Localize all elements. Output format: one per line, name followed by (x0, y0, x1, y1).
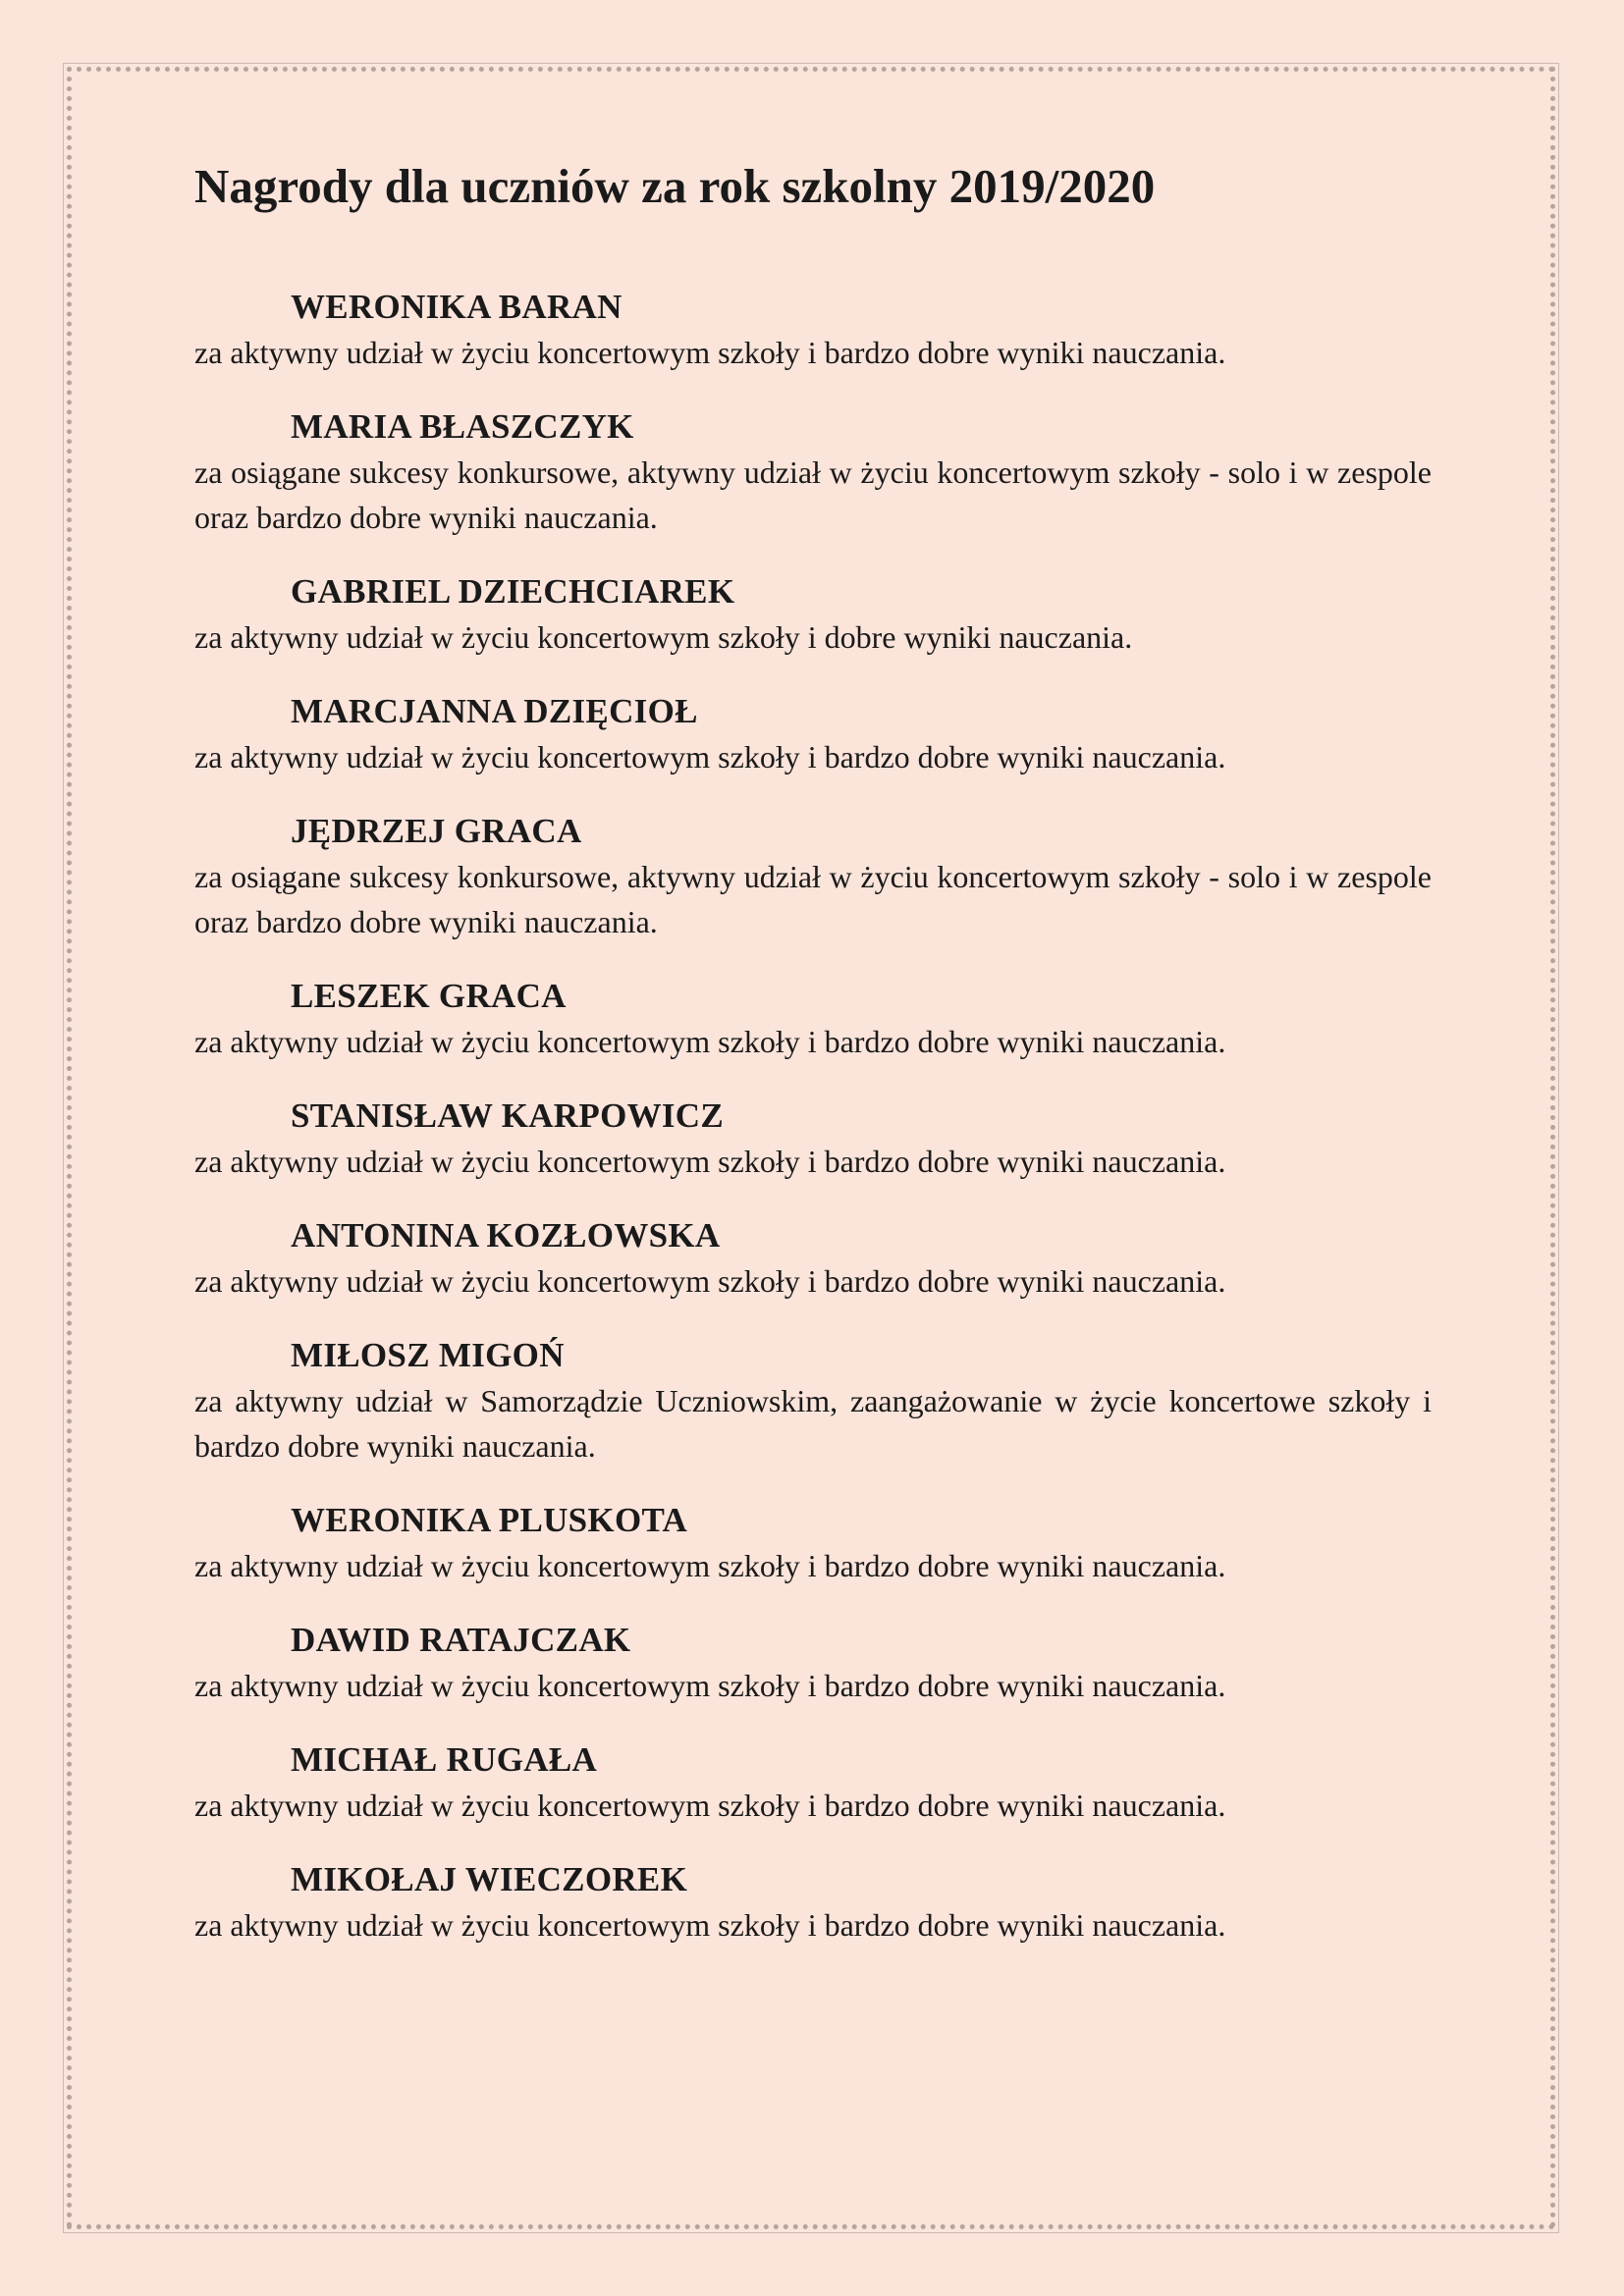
student-name: DAWID RATAJCZAK (291, 1621, 631, 1659)
award-entry (194, 1857, 1432, 1948)
award-reason: za aktywny udział w Samorządzie Uczniowskim, zaangażowanie w życie koncertowe szkoły i bardzo dobre wyniki nauczania. (194, 1383, 1432, 1464)
award-entry (194, 974, 1432, 1064)
award-reason: za aktywny udział w życiu koncertowym szkoły i bardzo dobre wyniki nauczania. (194, 1024, 1226, 1059)
award-entry (194, 809, 1432, 944)
student-name: MARIA BŁASZCZYK (291, 407, 634, 446)
award-reason: za aktywny udział w życiu koncertowym szkoły i bardzo dobre wyniki nauczania. (194, 1668, 1226, 1703)
award-reason: za aktywny udział w życiu koncertowym szkoły i bardzo dobre wyniki nauczania. (194, 1788, 1226, 1823)
award-reason: za aktywny udział w życiu koncertowym szkoły i bardzo dobre wyniki nauczania. (194, 1548, 1226, 1583)
award-list (194, 285, 1432, 1948)
award-entry (194, 285, 1432, 375)
award-reason: za aktywny udział w życiu koncertowym szkoły i bardzo dobre wyniki nauczania. (194, 739, 1226, 774)
student-name: MIŁOSZ MIGOŃ (291, 1336, 565, 1374)
award-reason: za aktywny udział w życiu koncertowym szkoły i bardzo dobre wyniki nauczania. (194, 335, 1226, 370)
award-entry (194, 1333, 1432, 1468)
document-title: Nagrody dla uczniów za rok szkolny 2019/2020 (194, 159, 1156, 213)
student-name: JĘDRZEJ GRACA (291, 812, 582, 850)
student-name: MARCJANNA DZIĘCIOŁ (291, 692, 698, 730)
student-name: MICHAŁ RUGAŁA (291, 1740, 598, 1779)
award-entry (194, 404, 1432, 540)
award-reason: za aktywny udział w życiu koncertowym szkoły i bardzo dobre wyniki nauczania. (194, 1907, 1226, 1943)
document-content (194, 147, 1432, 1977)
student-name: MIKOŁAJ WIECZOREK (291, 1860, 688, 1898)
award-reason: za aktywny udział w życiu koncertowym szkoły i bardzo dobre wyniki nauczania. (194, 1263, 1226, 1299)
award-entry (194, 1094, 1432, 1184)
student-name: STANISŁAW KARPOWICZ (291, 1096, 725, 1135)
award-entry (194, 1737, 1432, 1828)
award-reason: za osiągane sukcesy konkursowe, aktywny udział w życiu koncertowym szkoły - solo i w zespole oraz bardzo dobre wyniki nauczania. (194, 454, 1432, 535)
award-entry (194, 1498, 1432, 1588)
student-name: GABRIEL DZIECHCIAREK (291, 572, 735, 611)
award-entry (194, 569, 1432, 660)
student-name: WERONIKA PLUSKOTA (291, 1501, 688, 1539)
award-entry (194, 689, 1432, 779)
award-entry (194, 1618, 1432, 1708)
award-reason: za osiągane sukcesy konkursowe, aktywny udział w życiu koncertowym szkoły - solo i w zespole oraz bardzo dobre wyniki nauczania. (194, 859, 1432, 939)
award-reason: za aktywny udział w życiu koncertowym szkoły i dobre wyniki nauczania. (194, 619, 1133, 655)
student-name: ANTONINA KOZŁOWSKA (291, 1216, 721, 1255)
student-name: LESZEK GRACA (291, 977, 567, 1015)
award-reason: za aktywny udział w życiu koncertowym szkoły i bardzo dobre wyniki nauczania. (194, 1144, 1226, 1179)
award-entry (194, 1213, 1432, 1304)
student-name: WERONIKA BARAN (291, 288, 623, 326)
